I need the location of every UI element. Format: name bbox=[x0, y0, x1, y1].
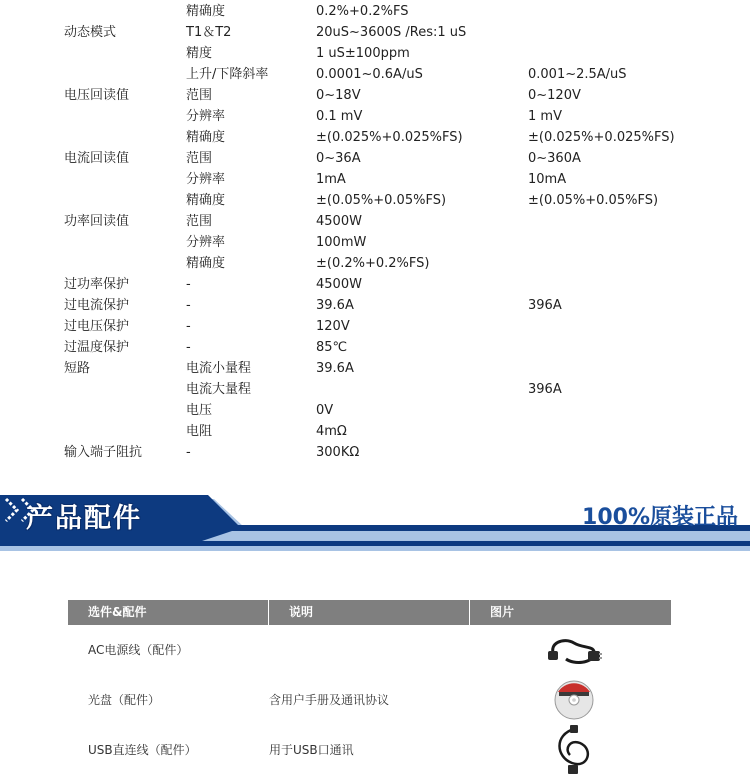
spec-row bbox=[0, 400, 750, 421]
spec-value-model-a: ±(0.05%+0.05%FS) bbox=[316, 193, 447, 208]
spec-param-name: 输入端子阻抗 bbox=[64, 445, 143, 460]
spec-row bbox=[0, 43, 750, 64]
spec-row bbox=[0, 22, 750, 43]
spec-sub-item: 精确度 bbox=[186, 130, 226, 145]
spec-sub-item: 电压 bbox=[186, 403, 213, 418]
spec-sub-item: - bbox=[186, 319, 191, 334]
spec-value-model-b: ±(0.025%+0.025%FS) bbox=[528, 130, 675, 145]
banner-title: 产品配件 bbox=[26, 503, 142, 534]
accessory-row-usb-cable bbox=[68, 725, 671, 775]
spec-sub-item: T1＆T2 bbox=[186, 25, 232, 40]
spec-param-name: 功率回读值 bbox=[64, 214, 130, 229]
spec-row bbox=[0, 253, 750, 274]
spec-sub-item: 范围 bbox=[186, 88, 213, 103]
spec-row bbox=[0, 337, 750, 358]
spec-param-name: 过电压保护 bbox=[64, 319, 130, 334]
accessories-header bbox=[68, 600, 671, 625]
spec-row bbox=[0, 379, 750, 400]
spec-sub-item: 精确度 bbox=[186, 4, 226, 19]
spec-row bbox=[0, 211, 750, 232]
spec-value-model-a: 4500W bbox=[316, 277, 362, 292]
spec-value-model-a: 0V bbox=[316, 403, 334, 418]
spec-sub-item: - bbox=[186, 445, 191, 460]
spec-value-model-a: 4500W bbox=[316, 214, 362, 229]
accessory-desc: 含用户手册及通讯协议 bbox=[269, 693, 390, 707]
power-cord-icon bbox=[544, 625, 604, 675]
spec-row bbox=[0, 316, 750, 337]
spec-sub-item: 分辨率 bbox=[186, 235, 226, 250]
header-picture: 图片 bbox=[490, 605, 515, 619]
spec-value-model-b: ±(0.05%+0.05%FS) bbox=[528, 193, 659, 208]
spec-value-model-a: 1 uS±100ppm bbox=[316, 46, 410, 61]
spec-sub-item: - bbox=[186, 277, 191, 292]
spec-param-name: 电流回读值 bbox=[64, 151, 130, 166]
double-chevron-icon bbox=[0, 495, 46, 525]
spec-param-name: 动态模式 bbox=[64, 25, 117, 40]
spec-sub-item: 电流小量程 bbox=[186, 361, 252, 376]
spec-row bbox=[0, 64, 750, 85]
spec-value-model-a: 300KΩ bbox=[316, 445, 360, 460]
spec-row bbox=[0, 295, 750, 316]
spec-row bbox=[0, 274, 750, 295]
cd-disc-icon bbox=[544, 675, 604, 725]
spec-sub-item: - bbox=[186, 340, 191, 355]
spec-param-name: 过电流保护 bbox=[64, 298, 130, 313]
spec-param-name: 电压回读值 bbox=[64, 88, 130, 103]
spec-value-model-b: 0~120V bbox=[528, 88, 581, 103]
spec-sub-item: 精度 bbox=[186, 46, 213, 61]
spec-value-model-b: 396A bbox=[528, 382, 562, 397]
spec-sub-item: 范围 bbox=[186, 214, 213, 229]
spec-param-name: 过功率保护 bbox=[64, 277, 130, 292]
spec-value-model-a: 0.2%+0.2%FS bbox=[316, 4, 409, 19]
spec-sub-item: 电阻 bbox=[186, 424, 213, 439]
accessory-name: USB直连线（配件） bbox=[88, 743, 197, 757]
spec-row bbox=[0, 85, 750, 106]
spec-value-model-a: ±(0.2%+0.2%FS) bbox=[316, 256, 430, 271]
accessory-desc: 用于USB口通讯 bbox=[269, 743, 354, 757]
spec-value-model-b: 0~360A bbox=[528, 151, 581, 166]
spec-sub-item: 精确度 bbox=[186, 256, 226, 271]
spec-value-model-a: 120V bbox=[316, 319, 350, 334]
spec-value-model-a: 39.6A bbox=[316, 361, 354, 376]
spec-value-model-a: 0~36A bbox=[316, 151, 361, 166]
spec-value-model-a: 20uS~3600S /Res:1 uS bbox=[316, 25, 467, 40]
spec-sub-item: 上升/下降斜率 bbox=[186, 67, 269, 82]
spec-sub-item: 电流大量程 bbox=[186, 382, 252, 397]
spec-value-model-b: 396A bbox=[528, 298, 562, 313]
accessory-row-cd bbox=[68, 675, 671, 725]
banner-slogan: 100%原装正品 bbox=[582, 505, 738, 530]
accessory-name: 光盘（配件） bbox=[88, 693, 161, 707]
spec-param-name: 过温度保护 bbox=[64, 340, 130, 355]
spec-sub-item: 范围 bbox=[186, 151, 213, 166]
accessory-name: AC电源线（配件） bbox=[88, 643, 189, 657]
spec-row bbox=[0, 127, 750, 148]
spec-row bbox=[0, 421, 750, 442]
spec-value-model-b: 1 mV bbox=[528, 109, 562, 124]
spec-row bbox=[0, 169, 750, 190]
spec-row bbox=[0, 442, 750, 463]
spec-value-model-a: 39.6A bbox=[316, 298, 354, 313]
header-options: 选件&配件 bbox=[68, 600, 269, 625]
spec-row bbox=[0, 1, 750, 22]
spec-value-model-a: 0.0001~0.6A/uS bbox=[316, 67, 423, 82]
spec-value-model-b: 0.001~2.5A/uS bbox=[528, 67, 627, 82]
accessories-banner bbox=[0, 495, 750, 553]
spec-row bbox=[0, 358, 750, 379]
spec-row bbox=[0, 148, 750, 169]
spec-value-model-a: 85℃ bbox=[316, 340, 348, 355]
spec-sub-item: 分辨率 bbox=[186, 109, 226, 124]
spec-row bbox=[0, 190, 750, 211]
spec-value-model-a: 100mW bbox=[316, 235, 367, 250]
usb-cable-icon bbox=[544, 725, 604, 775]
spec-row bbox=[0, 232, 750, 253]
spec-value-model-a: ±(0.025%+0.025%FS) bbox=[316, 130, 463, 145]
spec-value-model-b: 10mA bbox=[528, 172, 567, 187]
spec-row bbox=[0, 106, 750, 127]
header-description: 说明 bbox=[269, 600, 470, 625]
spec-value-model-a: 1mA bbox=[316, 172, 346, 187]
spec-param-name: 短路 bbox=[64, 361, 91, 376]
spec-sub-item: 分辨率 bbox=[186, 172, 226, 187]
spec-value-model-a: 0.1 mV bbox=[316, 109, 363, 124]
spec-value-model-a: 0~18V bbox=[316, 88, 361, 103]
spec-value-model-a: 4mΩ bbox=[316, 424, 347, 439]
accessory-row-power-cord bbox=[68, 625, 671, 675]
spec-sub-item: - bbox=[186, 298, 191, 313]
spec-sub-item: 精确度 bbox=[186, 193, 226, 208]
